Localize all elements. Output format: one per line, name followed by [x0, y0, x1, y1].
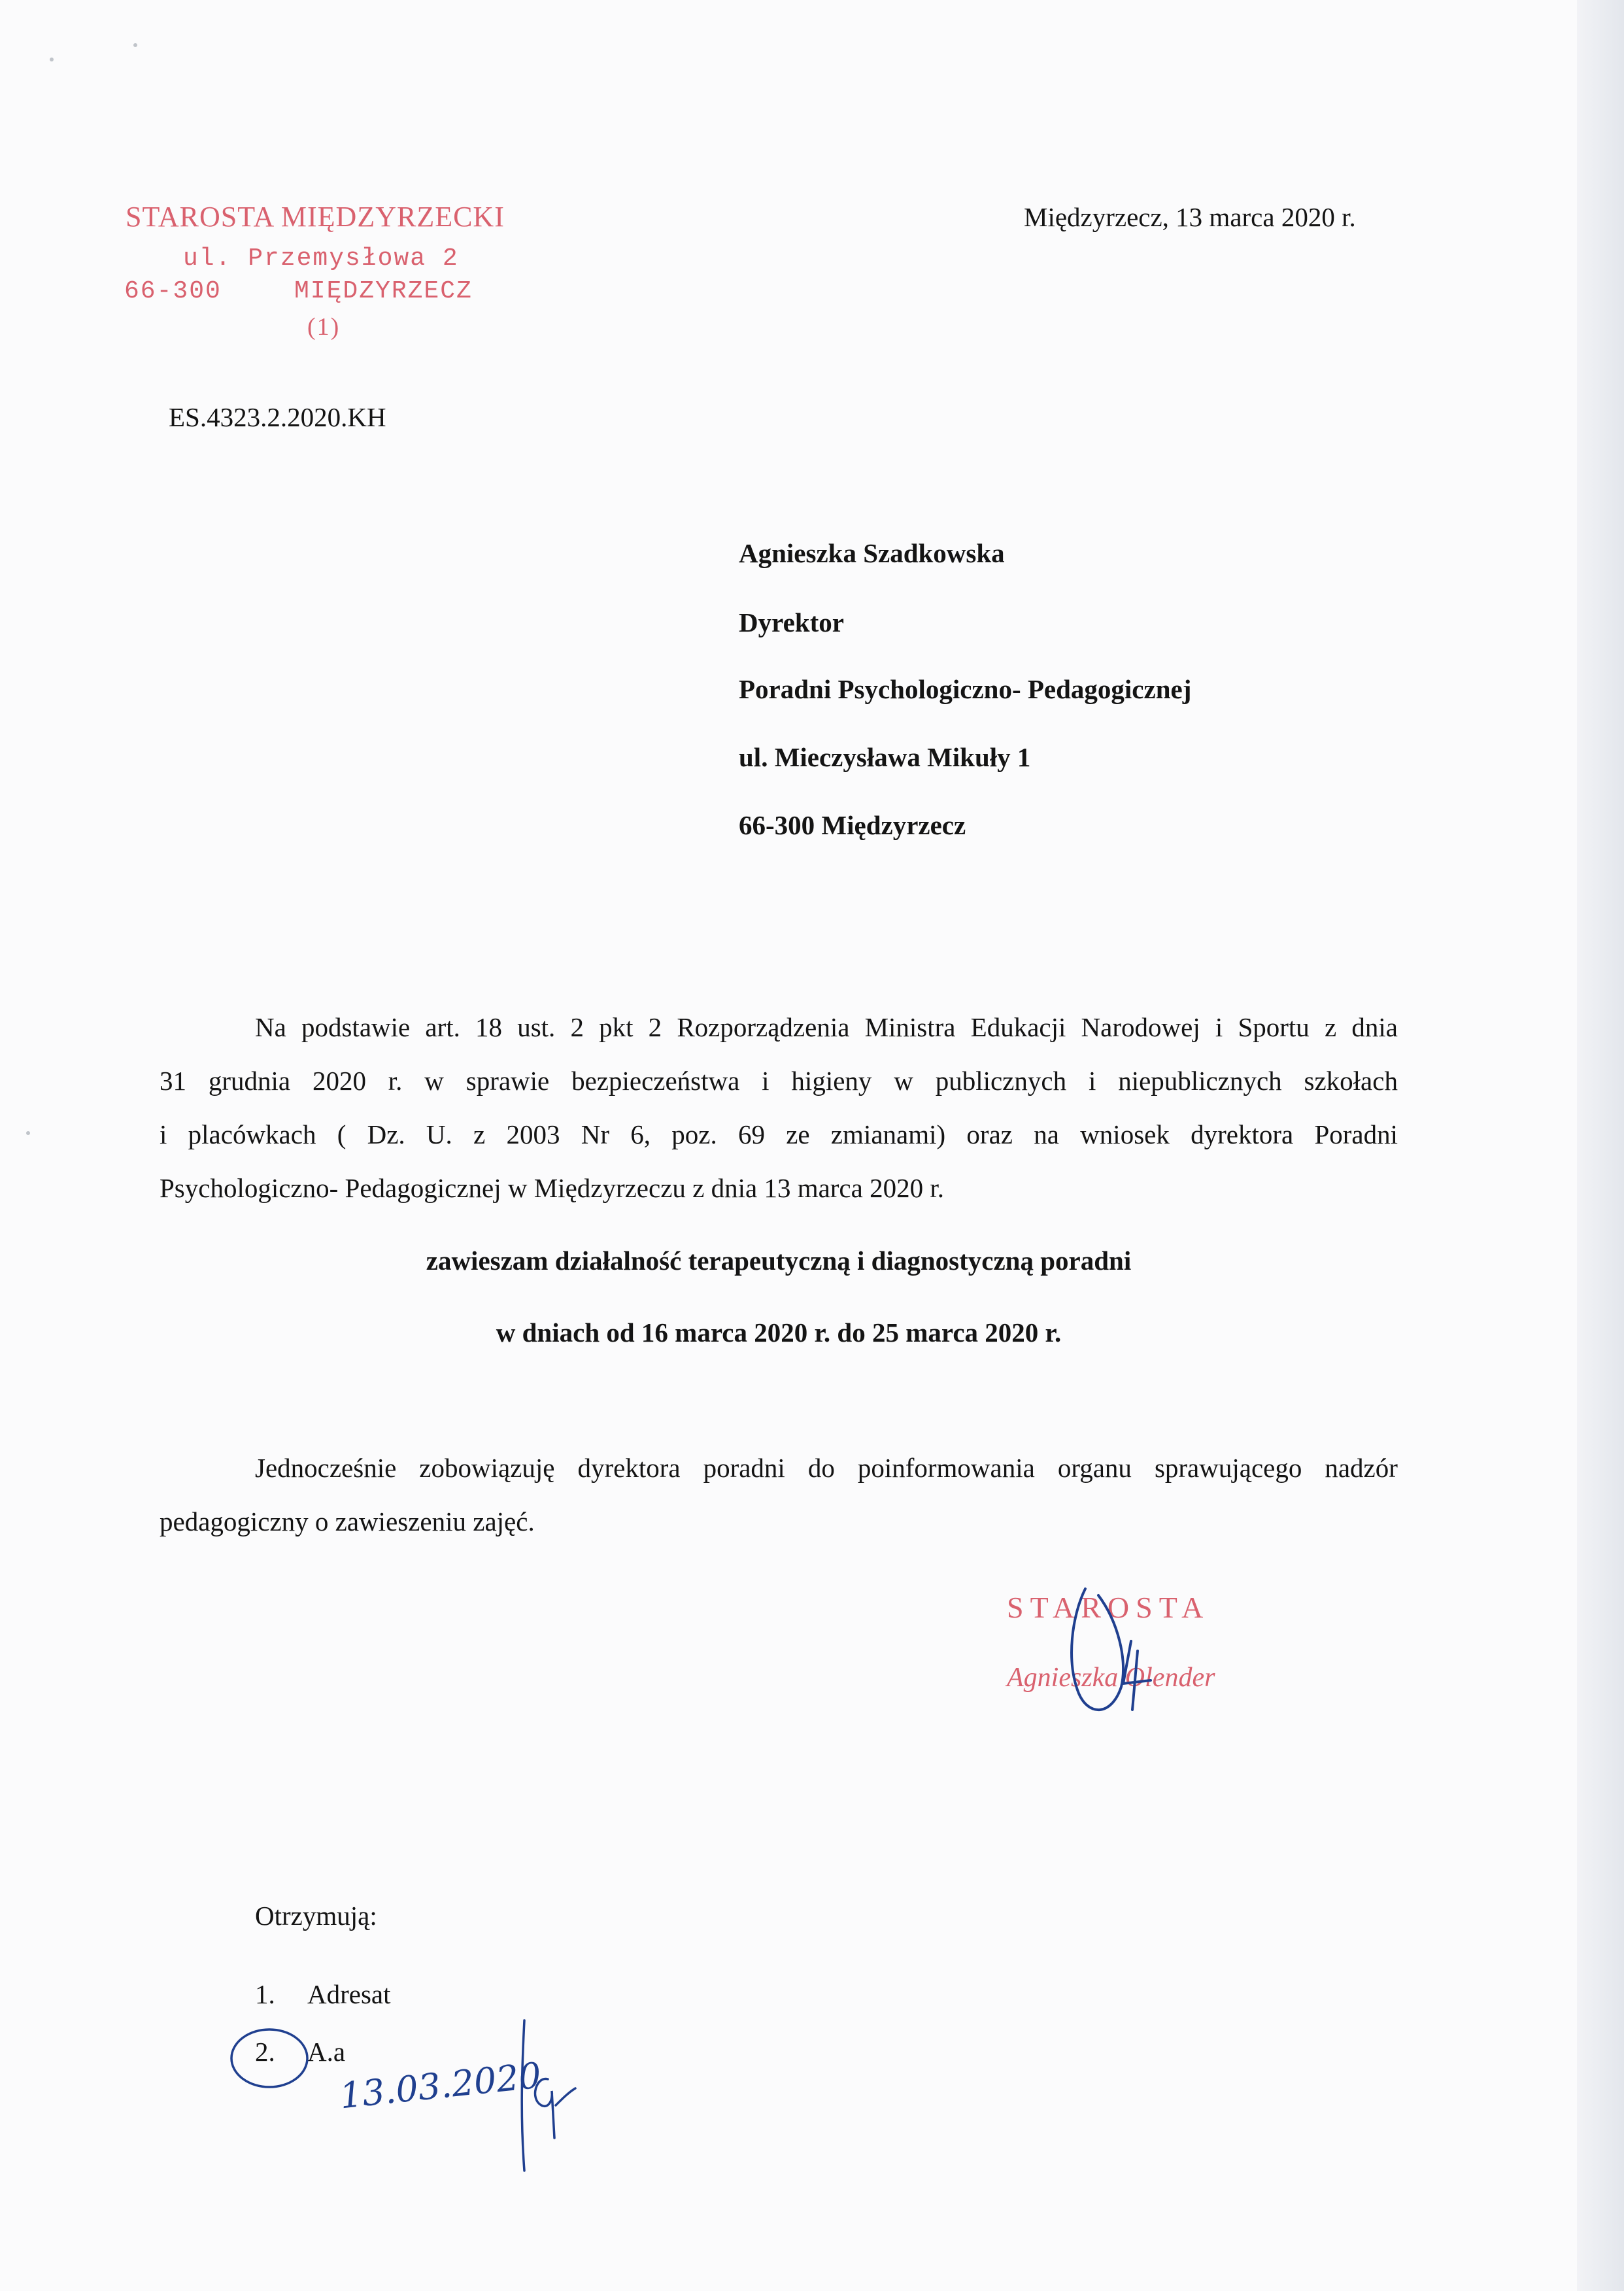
word: 31 [160, 1066, 186, 1096]
word: Nr [581, 1119, 609, 1149]
word: nadzór [1325, 1453, 1398, 1483]
word: niepublicznych [1118, 1066, 1282, 1096]
recipient-position: Dyrektor [739, 607, 844, 637]
paragraph-line: Psychologiczno- Pedagogicznej w Międzyrzeczu z dnia 13 marca 2020 r. [160, 1173, 944, 1203]
place-date: Międzyrzecz, 13 marca 2020 r. [1024, 202, 1356, 232]
word: 2003 [506, 1119, 560, 1149]
signature-stamp-name: Agnieszka Olender [1007, 1663, 1215, 1693]
word: na [1034, 1119, 1059, 1149]
decision-line-1: zawieszam działalność terapeutyczną i diagnostyczną poradni [426, 1246, 1132, 1276]
word: 18 [475, 1012, 503, 1042]
word: i [762, 1066, 770, 1096]
word: Ministra [864, 1012, 956, 1042]
word: i [1215, 1012, 1223, 1042]
word: Na [255, 1012, 286, 1042]
list-label: A.a [307, 2037, 346, 2067]
body-paragraph-obligation [160, 1441, 1398, 1548]
word: 2 [570, 1012, 584, 1042]
reference-number: ES.4323.2.2020.KH [169, 402, 386, 432]
word: Edukacji [970, 1012, 1066, 1042]
word: i [1088, 1066, 1096, 1096]
handwritten-signature [1059, 1569, 1157, 1739]
word: podstawie [301, 1012, 411, 1042]
scan-speck [50, 58, 54, 61]
word: art. [425, 1012, 460, 1042]
word: Sportu [1238, 1012, 1310, 1042]
word: szkołach [1304, 1066, 1398, 1096]
word: Poradni [1314, 1119, 1398, 1149]
handwritten-date: 13.03.2020 [337, 2054, 543, 2117]
word: organu [1057, 1453, 1132, 1483]
word: grudnia [208, 1066, 291, 1096]
paragraph-line: pedagogiczny o zawieszeniu zajęć. [160, 1506, 535, 1536]
word: i [160, 1119, 167, 1149]
word: Jednocześnie [255, 1453, 397, 1483]
word: publicznych [935, 1066, 1067, 1096]
word: Dz. [367, 1119, 405, 1149]
word: poz. [671, 1119, 717, 1149]
paragraph-line [160, 1441, 1398, 1495]
stamp-zip: 66-300 [124, 277, 222, 305]
word: sprawującego [1154, 1453, 1302, 1483]
word: r. [388, 1066, 403, 1096]
word: 6, [630, 1119, 651, 1149]
list-number: 1. [255, 1979, 275, 2009]
word: sprawie [465, 1066, 550, 1096]
word: oraz [966, 1119, 1013, 1149]
word: ze [786, 1119, 810, 1149]
list-number: 2. [255, 2037, 275, 2067]
recipient-city: 66-300 Międzyrzecz [739, 810, 966, 840]
word: higieny [791, 1066, 872, 1096]
handwritten-annotation [222, 2007, 588, 2177]
word: ust. [517, 1012, 556, 1042]
decision-line-2: w dniach od 16 marca 2020 r. do 25 marca 2020 r. [496, 1317, 1062, 1348]
word: pkt [599, 1012, 634, 1042]
body-paragraph-legal-basis [160, 1000, 1398, 1215]
word: U. [426, 1119, 452, 1149]
word: dyrektora [577, 1453, 681, 1483]
word: dnia [1351, 1012, 1398, 1042]
word: poinformowania [857, 1453, 1035, 1483]
word: z [1324, 1012, 1337, 1042]
paragraph-line [160, 1000, 1398, 1054]
word: z [473, 1119, 486, 1149]
signature-stamp-title: STAROSTA [1007, 1591, 1210, 1624]
word: w [424, 1066, 444, 1096]
recipient-name: Agnieszka Szadkowska [739, 538, 1005, 568]
stamp-street: ul. Przemysłowa 2 [183, 245, 459, 273]
word: poradni [703, 1453, 785, 1483]
paragraph-line [160, 1054, 1398, 1108]
word: Rozporządzenia [677, 1012, 850, 1042]
stamp-city: MIĘDZYRZECZ [294, 277, 473, 305]
stamp-title: STAROSTA MIĘDZYRZECKI [126, 201, 505, 233]
word: dyrektora [1191, 1119, 1294, 1149]
recipients-heading: Otrzymują: [255, 1901, 377, 1931]
scan-edge-shadow [1577, 0, 1624, 2291]
scan-speck [26, 1131, 30, 1135]
stamp-number: (1) [307, 313, 341, 341]
word: zmianami) [830, 1119, 946, 1149]
word: 2 [648, 1012, 662, 1042]
word: wniosek [1080, 1119, 1170, 1149]
list-label: Adresat [307, 1979, 391, 2009]
recipient-street: ul. Mieczysława Mikuły 1 [739, 742, 1031, 772]
word: w [894, 1066, 913, 1096]
word: bezpieczeństwa [571, 1066, 740, 1096]
recipient-institution: Poradni Psychologiczno- Pedagogicznej [739, 674, 1192, 704]
word: Narodowej [1081, 1012, 1200, 1042]
word: placówkach [188, 1119, 316, 1149]
word: 2020 [312, 1066, 366, 1096]
word: ( [337, 1119, 347, 1149]
word: 69 [737, 1119, 765, 1149]
word: do [807, 1453, 835, 1483]
scan-speck [133, 43, 137, 47]
recipient-item-1 [255, 1978, 391, 2010]
word: zobowiązuję [419, 1453, 555, 1483]
paragraph-line [160, 1108, 1398, 1161]
